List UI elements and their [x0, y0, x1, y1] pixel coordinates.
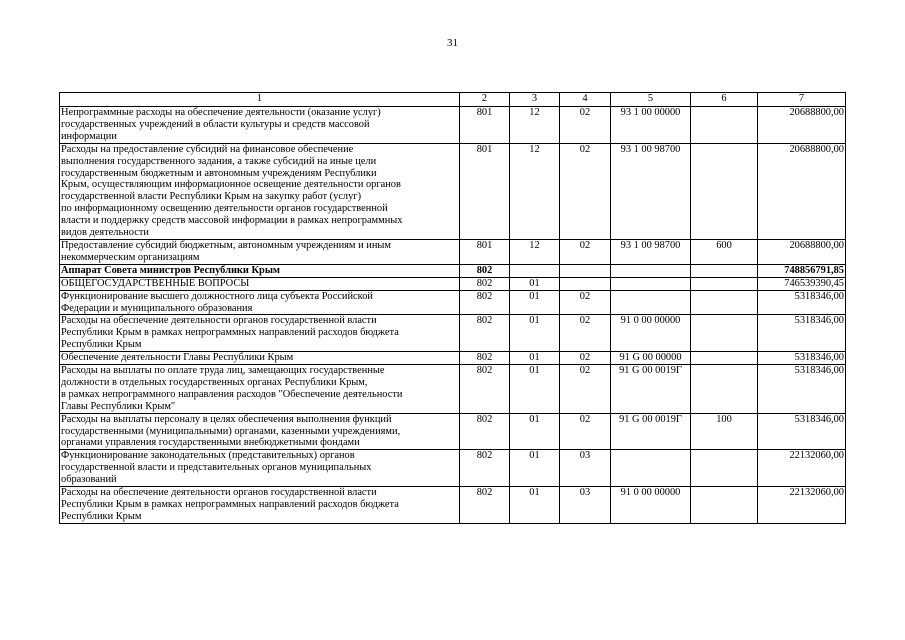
header-cell: 2 — [460, 93, 510, 107]
row-name-cell: Аппарат Совета министров Республики Крым — [60, 264, 460, 277]
row-subsection-cell: 03 — [560, 487, 611, 524]
row-expense-type-cell — [691, 450, 758, 487]
row-expense-type-cell — [691, 487, 758, 524]
row-name-cell: Непрограммные расходы на обеспечение деятельности (оказание услуг) государственных учреждений в области культуры и средств массовой информации — [60, 107, 460, 144]
row-subsection-cell: 02 — [560, 143, 611, 239]
row-name-cell: Обеспечение деятельности Главы Республики Крым — [60, 352, 460, 365]
row-subsection-cell: 02 — [560, 365, 611, 414]
row-sum-cell: 5318346,00 — [758, 290, 846, 315]
table-row — [60, 143, 846, 239]
table-row — [60, 290, 846, 315]
page-number: 31 — [447, 37, 458, 49]
row-subsection-cell: 02 — [560, 352, 611, 365]
row-ved-code-cell: 801 — [460, 143, 510, 239]
row-section-cell: 12 — [510, 239, 560, 264]
row-section-cell: 01 — [510, 450, 560, 487]
row-target-article-cell — [611, 264, 691, 277]
row-sum-cell: 22132060,00 — [758, 450, 846, 487]
row-ved-code-cell: 801 — [460, 239, 510, 264]
row-target-article-cell — [611, 277, 691, 290]
row-target-article-cell: 91 G 00 0019Г — [611, 413, 691, 450]
row-ved-code-cell: 802 — [460, 315, 510, 352]
row-ved-code-cell: 802 — [460, 365, 510, 414]
row-sum-cell: 22132060,00 — [758, 487, 846, 524]
row-expense-type-cell — [691, 277, 758, 290]
row-subsection-cell: 02 — [560, 239, 611, 264]
row-expense-type-cell — [691, 352, 758, 365]
row-name-cell: Расходы на выплаты персоналу в целях обеспечения выполнения функций государственными (муниципальными) органами, казенными учреждениями, органами управления государственными внебюджетными фондами — [60, 413, 460, 450]
row-section-cell: 01 — [510, 352, 560, 365]
table-row — [60, 352, 846, 365]
table-header-row — [60, 93, 846, 107]
row-target-article-cell: 91 0 00 00000 — [611, 487, 691, 524]
row-ved-code-cell: 802 — [460, 277, 510, 290]
row-section-cell — [510, 264, 560, 277]
row-name-cell: ОБЩЕГОСУДАРСТВЕННЫЕ ВОПРОСЫ — [60, 277, 460, 290]
row-target-article-cell — [611, 290, 691, 315]
row-target-article-cell: 91 0 00 00000 — [611, 315, 691, 352]
table-row — [60, 239, 846, 264]
table-row — [60, 365, 846, 414]
row-ved-code-cell: 802 — [460, 290, 510, 315]
row-section-cell: 01 — [510, 290, 560, 315]
row-ved-code-cell: 802 — [460, 264, 510, 277]
row-ved-code-cell: 802 — [460, 487, 510, 524]
row-sum-cell: 20688800,00 — [758, 107, 846, 144]
row-name-cell: Функционирование законодательных (представительных) органов государственной власти и представительных органов муниципальных образований — [60, 450, 460, 487]
row-expense-type-cell — [691, 107, 758, 144]
row-sum-cell: 20688800,00 — [758, 143, 846, 239]
row-subsection-cell: 02 — [560, 107, 611, 144]
row-section-cell: 12 — [510, 107, 560, 144]
header-cell: 1 — [60, 93, 460, 107]
table-row — [60, 315, 846, 352]
row-ved-code-cell: 802 — [460, 450, 510, 487]
row-subsection-cell: 02 — [560, 315, 611, 352]
table-row — [60, 107, 846, 144]
table-row — [60, 277, 846, 290]
row-target-article-cell — [611, 450, 691, 487]
row-expense-type-cell: 600 — [691, 239, 758, 264]
table-row — [60, 450, 846, 487]
row-section-cell: 01 — [510, 413, 560, 450]
row-name-cell: Предоставление субсидий бюджетным, автономным учреждениям и иным некоммерческим организациям — [60, 239, 460, 264]
row-subsection-cell: 03 — [560, 450, 611, 487]
row-sum-cell: 5318346,00 — [758, 315, 846, 352]
row-subsection-cell — [560, 277, 611, 290]
header-cell: 7 — [758, 93, 846, 107]
row-sum-cell: 5318346,00 — [758, 413, 846, 450]
budget-table — [59, 92, 846, 524]
row-subsection-cell: 02 — [560, 413, 611, 450]
row-target-article-cell: 93 1 00 98700 — [611, 143, 691, 239]
header-cell: 5 — [611, 93, 691, 107]
row-name-cell: Расходы на предоставление субсидий на финансовое обеспечение выполнения государственного задания, а также субсидий на иные цели государственным бюджетным и автономным учреждениям Республики Крым, осуществляющим информационное освещение деятельности органов государственной власти Республики Крым на закупку работ (услуг) по информационному освещению деятельности органов государственной власти и поддержку средств массовой информации в рамках непрограммных видов деятельности — [60, 143, 460, 239]
row-sum-cell: 20688800,00 — [758, 239, 846, 264]
table-row — [60, 264, 846, 277]
table-row — [60, 487, 846, 524]
row-expense-type-cell — [691, 365, 758, 414]
row-target-article-cell: 91 G 00 0019Г — [611, 365, 691, 414]
header-cell: 3 — [510, 93, 560, 107]
row-section-cell: 12 — [510, 143, 560, 239]
row-sum-cell: 746539390,45 — [758, 277, 846, 290]
header-cell: 6 — [691, 93, 758, 107]
row-ved-code-cell: 801 — [460, 107, 510, 144]
row-subsection-cell: 02 — [560, 290, 611, 315]
row-expense-type-cell — [691, 264, 758, 277]
row-section-cell: 01 — [510, 277, 560, 290]
row-sum-cell: 5318346,00 — [758, 365, 846, 414]
row-name-cell: Функционирование высшего должностного лица субъекта Российской Федерации и муниципального образования — [60, 290, 460, 315]
row-section-cell: 01 — [510, 365, 560, 414]
row-target-article-cell: 93 1 00 00000 — [611, 107, 691, 144]
header-cell: 4 — [560, 93, 611, 107]
row-expense-type-cell — [691, 315, 758, 352]
row-subsection-cell — [560, 264, 611, 277]
row-expense-type-cell — [691, 290, 758, 315]
row-expense-type-cell: 100 — [691, 413, 758, 450]
row-name-cell: Расходы на выплаты по оплате труда лиц, замещающих государственные должности в отдельных государственных органах Республики Крым, в рамках непрограммного направления расходов "Обеспечение деятельности Главы Республики Крым" — [60, 365, 460, 414]
row-name-cell: Расходы на обеспечение деятельности органов государственной власти Республики Крым в рамках непрограммных направлений расходов бюджета Республики Крым — [60, 487, 460, 524]
row-name-cell: Расходы на обеспечение деятельности органов государственной власти Республики Крым в рамках непрограммных направлений расходов бюджета Республики Крым — [60, 315, 460, 352]
row-expense-type-cell — [691, 143, 758, 239]
table-body — [60, 107, 846, 524]
row-ved-code-cell: 802 — [460, 413, 510, 450]
row-ved-code-cell: 802 — [460, 352, 510, 365]
table-row — [60, 413, 846, 450]
row-target-article-cell: 91 G 00 00000 — [611, 352, 691, 365]
row-target-article-cell: 93 1 00 98700 — [611, 239, 691, 264]
row-sum-cell: 5318346,00 — [758, 352, 846, 365]
row-section-cell: 01 — [510, 487, 560, 524]
row-section-cell: 01 — [510, 315, 560, 352]
row-sum-cell: 748856791,85 — [758, 264, 846, 277]
